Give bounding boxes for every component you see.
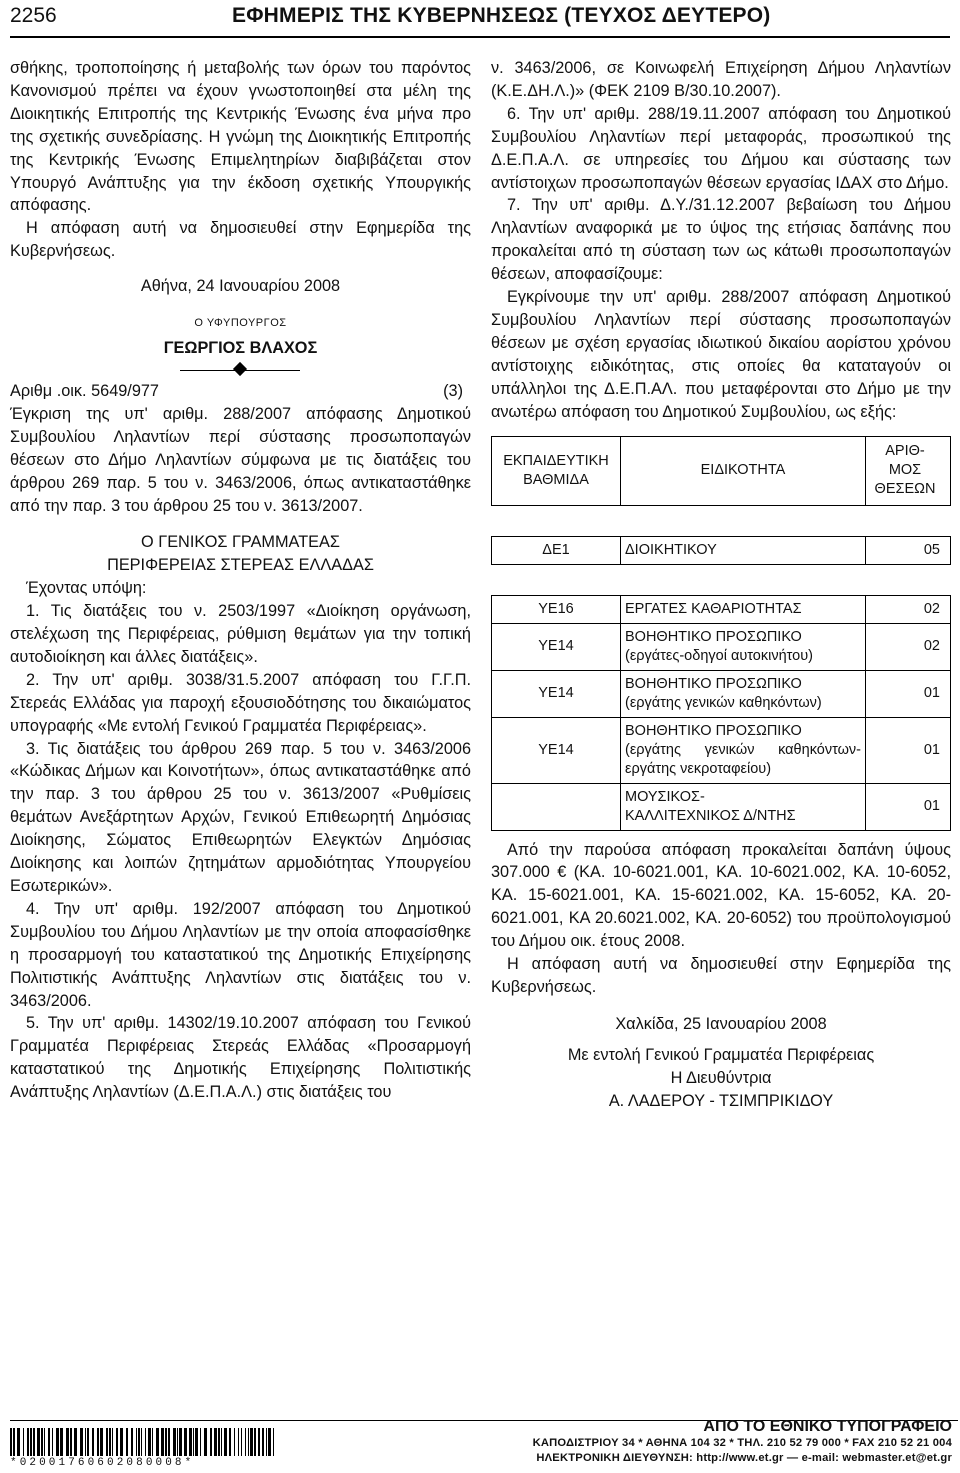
authority-region: ΠΕΡΙΦΕΡΕΙΑΣ ΣΤΕΡΕΑΣ ΕΛΛΑΔΑΣ [107, 556, 374, 575]
signature-line: Με εντολή Γενικού Γραμματέα Περιφέρειας [567, 1045, 875, 1064]
cell-specialty: ΜΟΥΣΙΚΟΣ- ΚΑΛΛΙΤΕΧΝΙΚΟΣ Δ/ΝΤΗΣ [621, 783, 866, 830]
cell-grade: ΥΕ14 [492, 670, 621, 717]
barcode-number: *02001760602080008* [10, 1457, 195, 1469]
list-item: 3. Τις διατάξεις του άρθρου 269 παρ. 5 του ν. 3463/2006 «Κώδικας Δήμων και Κοινοτήτων», όπως αντικαταστάθηκε από την παρ. 3 του άρθρου 25 του ν. 3613/2007 «Ρυθμίσεις θεμάτων Ανεξάρτητων Αρχών, Γενικού Επιθεωρητή Δημόσιας Διοίκησης, Σώματος Επιθεωρητών Ελεγκτών Δημόσιας Διοίκησης και λοιπών ζητημάτων αρμοδιότητας Υπουργείου Εσωτερικών». [10, 739, 471, 895]
header-count: ΑΡΙΘ- ΜΟΣ ΘΕΣΕΩΝ [866, 436, 951, 505]
section-separator [10, 360, 471, 380]
printer-block [533, 1418, 952, 1466]
place-date: Χαλκίδα, 25 Ιανουαρίου 2008 [615, 1014, 827, 1033]
table-row [492, 783, 951, 830]
cell-grade [492, 783, 621, 830]
printer-name: ΑΠΟ ΤΟ ΕΘΝΙΚΟ ΤΥΠΟΓΡΑΦΕΙΟ [703, 1418, 952, 1435]
table-row [492, 536, 951, 564]
table-row [492, 670, 951, 717]
cell-count: 05 [866, 536, 951, 564]
reference-index: (3) [443, 381, 463, 400]
signer-name: Α. ΛΑΔΕΡΟΥ - ΤΣΙΜΠΡΙΚΙΔΟΥ [608, 1091, 834, 1110]
decision-title: Έγκριση της υπ' αριθμ. 288/2007 απόφασης Δημοτικού Συμβουλίου Ληλαντίων περί σύστασης προσωποπαγών θέσεων στο Δήμο Ληλαντίων σύμφωνα με τις διατάξεις του άρθρου 269 παρ. 5 του ν. 3463/2006, όπως αντικαταστάθηκε από την παρ. 3 του άρθρου 25 του ν. 3613/2007. [10, 404, 471, 515]
header-specialty: ΕΙΔΙΚΟΤΗΤΑ [621, 436, 866, 505]
paragraph: Η απόφαση αυτή να δημοσιευθεί στην Εφημερίδα της Κυβερνήσεως. [491, 955, 951, 996]
header-grade: ΕΚΠΑΙΔΕΥΤΙΚΗ ΒΑΘΜΙΔΑ [492, 436, 621, 505]
right-column [491, 57, 951, 1112]
reference-number: Αριθμ .οικ. 5649/977 [10, 381, 159, 400]
positions-table [491, 436, 951, 831]
cell-specialty: ΒΟΗΘΗΤΙΚΟ ΠΡΟΣΩΠΙΚΟ (εργάτης γενικών καθηκόντων) [621, 670, 866, 717]
gazette-title: ΕΦΗΜΕΡΙΣ ΤΗΣ ΚΥΒΕΡΝΗΣΕΩΣ (ΤΕΥΧΟΣ ΔΕΥΤΕΡΟ) [232, 4, 771, 27]
cell-count: 01 [866, 670, 951, 717]
cell-count: 01 [866, 717, 951, 783]
having-regard: Έχοντας υπόψη: [26, 579, 147, 598]
cell-count: 02 [866, 623, 951, 670]
list-item: 7. Την υπ' αριθμ. Δ.Υ./31.12.2007 βεβαίωση του Δήμου Ληλαντίων αναφορικά με το ύψος της ετήσιας δαπάνης που προκαλείται από τη σύσταση των ως κάτωθι προσωποπαγών θέσεων, αποφασίζουμε: [491, 196, 951, 284]
cell-grade: ΥΕ16 [492, 595, 621, 623]
place-date: Αθήνα, 24 Ιανουαρίου 2008 [140, 277, 341, 296]
approval-paragraph: Εγκρίνουμε την υπ' αριθμ. 288/2007 απόφαση Δημοτικού Συμβουλίου Ληλαντίων περί σύστασης προσωποπαγών θέσεων με σχέση εργασίας ιδιωτικού δικαίου αορίστου χρόνου αντίστοιχης ειδικότητας, στις οποίες θα καταταγούν οι υπάλληλοι της Δ.Ε.Π.ΑΛ. που μεταφέρονται στο Δήμο με την ανωτέρω απόφαση του Δημοτικού Συμβουλίου, ως εξής: [491, 288, 951, 421]
list-item: 4. Την υπ' αριθμ. 192/2007 απόφαση του Δημοτικού Συμβουλίου του Δήμου Ληλαντίων με την οποία αποφασίσθηκε η προσαρμογή του καταστατικού της Δημοτικής Επιχείρησης Πολιτιστικής Ανάπτυξης Ληλαντίων στις διατάξεις του ν. 3463/2006. [10, 899, 471, 1010]
signature-line: Η Διευθύντρια [670, 1068, 772, 1087]
page-number: 2256 [10, 4, 57, 27]
cell-grade: ΔΕ1 [492, 536, 621, 564]
list-item: 6. Την υπ' αριθμ. 288/19.11.2007 απόφαση του Δημοτικού Συμβουλίου Ληλαντίων περί μεταφοράς, προσωπικού της Δ.Ε.Π.Α.Λ. σε υπηρεσίες του Δήμου και σύστασης των αντίστοιχων προσωποπαγών θέσεων εργασίας ΙΔΑΧ στο Δήμο. [491, 104, 951, 192]
cell-specialty: ΒΟΗΘΗΤΙΚΟ ΠΡΟΣΩΠΙΚΟ (εργάτης γενικών καθηκόντων- εργάτης νεκροταφείου) [621, 717, 866, 783]
table-row [492, 717, 951, 783]
reference-line [10, 380, 471, 403]
list-item: 1. Τις διατάξεις του ν. 2503/1997 «Διοίκηση οργάνωση, στελέχωση της Περιφέρειας, ρύθμιση θεμάτων για την τοπική αυτοδιοίκηση και άλλες διατάξεις». [10, 602, 471, 666]
barcode-image [10, 1428, 292, 1456]
signer-role: Ο ΥΦΥΠΟΥΡΓΟΣ [194, 317, 287, 330]
cell-specialty: ΕΡΓΑΤΕΣ ΚΑΘΑΡΙΟΤΗΤΑΣ [621, 595, 866, 623]
list-item: 5. Την υπ' αριθμ. 14302/19.10.2007 απόφαση του Γενικού Γραμματέα Περιφέρειας Στερεάς Ελλάδας «Προσαρμογή καταστατικού της Δημοτικής Επιχείρησης Πολιτιστικής Ανάπτυξης Ληλαντίων (Δ.Ε.Π.Α.Λ.) στις διατάξεις του [10, 1014, 471, 1102]
paragraph: ν. 3463/2006, σε Κοινωφελή Επιχείρηση Δήμου Ληλαντίων (Κ.Ε.ΔΗ.Λ.)» (ΦΕΚ 2109 Β/30.10.2007). [491, 59, 951, 100]
cell-count: 02 [866, 595, 951, 623]
signer-name: ΓΕΩΡΓΙΟΣ ΒΛΑΧΟΣ [163, 338, 318, 357]
paragraph: σθήκης, τροποποίησης ή μεταβολής των όρων του παρόντος Κανονισμού πρέπει να έχουν γνωστοποιηθεί στα μέλη της Διοικητικής Επιτροπής της Κεντρικής Ένωσης ένα μήνα προ της σχετικής συνεδρίασης. Η γνώμη της Διοικητικής Επιτροπής της Κεντρικής Ένωσης Επιμελητηρίων διαβιβάζεται στον Υπουργό Ανάπτυξης για την έκδοση σχετικής Υπουργικής απόφασης. [10, 59, 471, 215]
cell-specialty: ΒΟΗΘΗΤΙΚΟ ΠΡΟΣΩΠΙΚΟ (εργάτες-οδηγοί αυτοκινήτου) [621, 623, 866, 670]
list-item: 2. Την υπ' αριθμ. 3038/31.5.2007 απόφαση του Γ.Γ.Π. Στερεάς Ελλάδας για παροχή εξουσιοδότησης του δικαιώματος υπογραφής «Με εντολή Γενικού Γραμματέα Περιφέρειας». [10, 670, 471, 735]
table-row [492, 623, 951, 670]
printer-web: ΗΛΕΚΤΡΟΝΙΚΗ ΔΙΕΥΘΥΝΣΗ: http://www.et.gr — e-mail: webmaster.et@et.gr [536, 1452, 952, 1464]
table-row [492, 595, 951, 623]
left-column [10, 57, 471, 1104]
cell-grade: ΥΕ14 [492, 717, 621, 783]
expense-paragraph: Από την παρούσα απόφαση προκαλείται δαπάνη ύψους 307.000 € (ΚΑ. 10-6021.001, ΚΑ. 10-6021.002, ΚΑ. 10-6052, ΚΑ. 15-6021.001, ΚΑ. 15-6021.002, ΚΑ. 15-6052, ΚΑ. 20-6021.001, ΚΑ 20.6021.002, ΚΑ. 20-6052) του προϋπολογισμού του Δήμου οικ. έτους 2008. [491, 840, 951, 951]
authority-title: Ο ΓΕΝΙΚΟΣ ΓΡΑΜΜΑΤΕΑΣ [141, 533, 340, 552]
cell-specialty: ΔΙΟΙΚΗΤΙΚΟΥ [621, 536, 866, 564]
page-header [10, 0, 950, 38]
table-header-row [492, 436, 951, 505]
cell-count: 01 [866, 783, 951, 830]
paragraph: Η απόφαση αυτή να δημοσιευθεί στην Εφημερίδα της Κυβερνήσεως. [10, 219, 471, 261]
printer-address: ΚΑΠΟΔΙΣΤΡΙΟΥ 34 * ΑΘΗΝΑ 104 32 * ΤΗΛ. 210 52 79 000 * FAX 210 52 21 004 [532, 1437, 952, 1449]
cell-grade: ΥΕ14 [492, 623, 621, 670]
